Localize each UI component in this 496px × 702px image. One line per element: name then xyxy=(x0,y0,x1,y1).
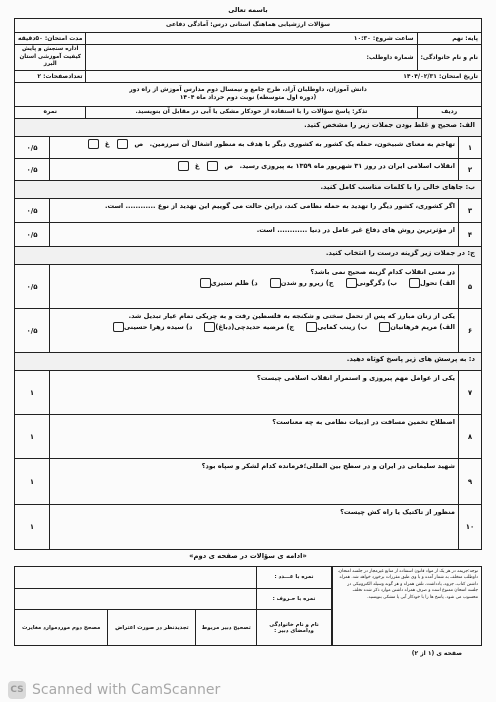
question-text: از مؤثرترین روش های دفاع غیر عامل در دنیا ............ است. xyxy=(256,226,455,234)
seat-number-field: شماره داوطلب: xyxy=(86,45,417,71)
question-row xyxy=(15,264,481,308)
option-label: ج) زیرو رو شدن xyxy=(280,278,334,287)
question-number: ۵ xyxy=(458,265,481,308)
option-label: ب) دگرگونی xyxy=(356,278,398,287)
continue-note: «ادامه ی سؤالات در صفحه ی دوم» xyxy=(189,552,307,560)
option-label: د) سیده زهرا حسینی xyxy=(124,322,193,331)
grade: پایه: نهم xyxy=(417,33,482,45)
second-corrector-label: مصحح دوم موردموارد مغایرت xyxy=(15,610,108,646)
question-text: منظور از تاکتیک یا راه کش چیست؟ xyxy=(340,508,455,516)
option-label: ج) مرضیه حدیدچی(دباغ) xyxy=(215,322,295,331)
question-text: یکی از عوامل مهم پیروزی و استمرار انقلاب اسلامی چیست؟ xyxy=(256,374,455,382)
option-label: د) ظلم ستیزی xyxy=(210,278,258,287)
page-number: صفحه ی (۱ از ۲) xyxy=(411,650,462,657)
question-row xyxy=(15,414,481,458)
grading-table xyxy=(14,566,332,646)
question-score: ۰/۵ xyxy=(15,265,50,308)
question-score: ۱ xyxy=(15,415,50,458)
section-a-title: الف: صحیح و غلط بودن جملات زیر را مشخص کنید. xyxy=(15,118,481,137)
question-score: ۰/۵ xyxy=(15,159,50,180)
option-label: ب) زینب کمایی xyxy=(317,322,368,331)
question-number: ۹ xyxy=(458,459,481,504)
exam-sheet xyxy=(14,6,482,676)
question-text: انقلاب اسلامی ایران در روز ۳۱ شهریور ماه ۱۳۵۹ به پیروزی رسید. xyxy=(239,162,455,170)
score-column-header: نمره xyxy=(15,106,86,118)
bismillah: باسمه تعالی xyxy=(228,6,268,14)
student-name-field: نام و نام خانوادگی: xyxy=(417,45,482,71)
corrector-label: تصحیح دبیر مربوط xyxy=(196,610,257,646)
reviewer-label: تجدیدنظر در صورت اعتراض xyxy=(108,610,196,646)
true-false-choices xyxy=(176,161,233,172)
question-row xyxy=(15,222,481,246)
school-line: دانش آموزان، داوطلبان آزاد، طرح جامع و نیمسال دوم مدارس آموزش از راه دور xyxy=(129,86,367,94)
camscanner-logo-icon: CS xyxy=(8,681,26,699)
question-text: اگر کشوری، کشور دیگر را تهدید به حمله نظامی کند، دراین حالت می گوییم این تهدید از نوع ............ است. xyxy=(104,202,455,210)
exam-header xyxy=(14,18,482,119)
question-score: ۰/۵ xyxy=(15,137,50,158)
true-false-choices xyxy=(86,139,143,150)
start-time: ساعت شروع: ۱۰:۳۰ xyxy=(86,33,417,45)
question-number: ۶ xyxy=(458,309,481,352)
true-checkbox[interactable] xyxy=(207,161,218,171)
question-row xyxy=(15,198,481,222)
question-score: ۱ xyxy=(15,505,50,549)
false-label: غ xyxy=(104,140,110,148)
question-row xyxy=(15,308,481,352)
true-label: ص xyxy=(134,140,144,148)
rules-note: توجه:جریمه در هر یک از مواد قانون استفاده از منابع غیرمجاز در جلسه امتحان، داوطلب متخلف به شمار آمده و با وی طبق مقررات برخورد خواهد شد. همراه داشتن کتاب، جزوه، یادداشت، تلفن همراه و هر گونه وسیله الکترونیکی در جلسه امتحان ممنوع است و صرف همراه داشتن موارد ذکر شده تخلف محسوب می شود. پاسخ ها را با خودکار آبی یا مشکی بنویسید. xyxy=(332,566,482,646)
option-checkbox[interactable] xyxy=(346,278,357,288)
section-b-title: ب: جاهای خالی را با کلمات مناسب کامل کنید. xyxy=(15,180,481,199)
score-number-label: نمره با عـــدد : xyxy=(257,567,332,589)
option-checkbox[interactable] xyxy=(200,278,211,288)
true-checkbox[interactable] xyxy=(117,139,128,149)
question-number: ۲ xyxy=(458,159,481,180)
question-score: ۰/۵ xyxy=(15,223,50,246)
option-label: الف) تحول xyxy=(420,278,455,287)
exam-title: سؤالات ارزشیابی هماهنگ استانی درس: آمادگی دفاعی xyxy=(15,19,482,33)
score-number-field[interactable] xyxy=(15,567,257,589)
false-label: غ xyxy=(194,162,200,170)
teacher-signature-label: نام و نام خانوادگی ودامضای دبیر : xyxy=(257,610,332,646)
question-text: اصطلاح تخمین مسافت در ادبیات نظامی به چه معناست؟ xyxy=(272,418,455,426)
option-checkbox[interactable] xyxy=(270,278,281,288)
question-text: تهاجم به معنای شبیخون، حمله یک کشور به کشوری دیگر با هدف به منظور اشغال آن سرزمین. xyxy=(149,140,455,148)
camscanner-watermark xyxy=(8,680,488,700)
question-number: ۴ xyxy=(458,223,481,246)
question-number: ۱۰ xyxy=(458,505,481,549)
page-count: تعدادصفحات: ۲ xyxy=(15,70,86,82)
option-checkbox[interactable] xyxy=(306,322,317,332)
duration: مدت امتحان: ۵۰دقیقه xyxy=(15,33,86,45)
score-word-label: نمره با حـروف : xyxy=(257,588,332,610)
question-row xyxy=(15,370,481,414)
question-row xyxy=(15,136,481,158)
question-number: ۱ xyxy=(458,137,481,158)
questions-area xyxy=(14,118,482,550)
true-label: ص xyxy=(224,162,234,170)
row-column-header: ردیف xyxy=(417,106,482,118)
question-score: ۱ xyxy=(15,459,50,504)
question-number: ۸ xyxy=(458,415,481,458)
question-number: ۷ xyxy=(458,371,481,414)
option-checkbox[interactable] xyxy=(379,322,390,332)
session-line: (دوره اول متوسطه) نوبت دوم خرداد ماه ۱۴۰۴ xyxy=(179,94,317,102)
question-row xyxy=(15,504,481,549)
question-score: ۱ xyxy=(15,371,50,414)
camscanner-text: Scanned with CamScanner xyxy=(32,682,221,698)
section-c-title: ج: در جملات زیر گزینه درست را انتخاب کنید. xyxy=(15,246,481,265)
false-checkbox[interactable] xyxy=(88,139,99,149)
question-text: یکی از زنان مبارز که پس از تحمل سختی و شکنجه به فلسطین رفت و به چریکی تمام عیار تبدیل شد. xyxy=(128,312,455,320)
question-text: شهید سلیمانی در ایران و در سطح بین المللی؛فرمانده کدام لشکر و سپاه بود؟ xyxy=(201,462,455,470)
question-score: ۰/۵ xyxy=(15,199,50,222)
office-name: اداره سنجش و پایش کیفیت آموزشی استان البرز xyxy=(15,45,86,71)
option-label: الف) مریم فرهانیان xyxy=(390,322,455,331)
option-checkbox[interactable] xyxy=(113,322,124,332)
school-info xyxy=(15,82,482,106)
answer-note: تذکر: پاسخ سؤالات را با استفاده از خودکار مشکی یا آبی در مقابل آن بنویسید. xyxy=(86,106,417,118)
exam-date: تاریخ امتحان: ۱۴۰۴/۰۲/۳۱ xyxy=(86,70,482,82)
answer-options xyxy=(53,322,455,333)
question-number: ۳ xyxy=(458,199,481,222)
false-checkbox[interactable] xyxy=(178,161,189,171)
question-row xyxy=(15,158,481,180)
answer-options xyxy=(53,278,455,289)
score-word-field[interactable] xyxy=(15,588,257,610)
question-row xyxy=(15,458,481,504)
question-score: ۰/۵ xyxy=(15,309,50,352)
question-text: در معنی انقلاب کدام گزینه صحیح نمی باشد؟ xyxy=(310,268,455,276)
option-checkbox[interactable] xyxy=(409,278,420,288)
section-d-title: د: به پرسش های زیر پاسخ کوتاه دهید. xyxy=(15,352,481,371)
option-checkbox[interactable] xyxy=(204,322,215,332)
exam-footer xyxy=(14,566,482,646)
